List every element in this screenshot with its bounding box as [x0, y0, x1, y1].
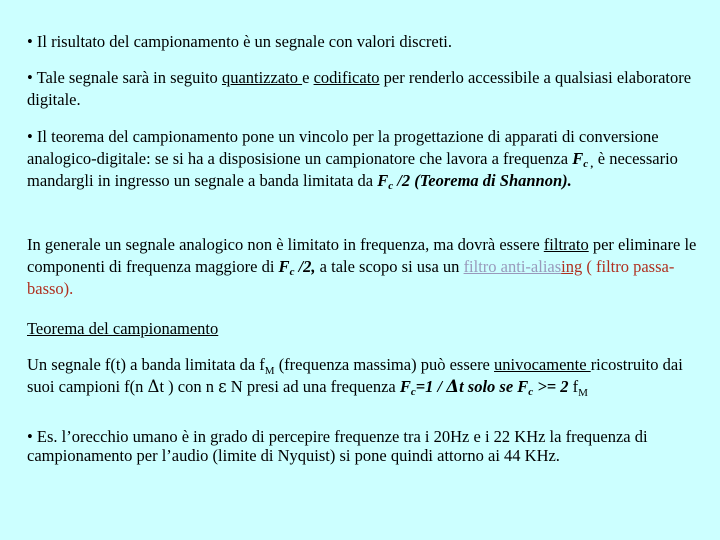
- text-run: e: [302, 68, 314, 87]
- low-pass-filter-note: ( filtro passa-basso).: [27, 257, 675, 298]
- text-run: per renderlo accessibile a qualsiasi elaboratore digitale.: [27, 68, 692, 109]
- text-run: • Il teorema del campionamento pone un vincolo per la progettazione di apparati di conversione analogico-digitale: se si ha a disposisione un campionatore che lavora a frequenza: [27, 127, 659, 168]
- paragraph-sampling-theorem-constraint: [27, 126, 697, 192]
- delta-symbol: Δ: [446, 377, 460, 396]
- text-run: (frequenza massima) può essere: [274, 355, 495, 374]
- quantizzato-term: quantizzato: [221, 68, 303, 87]
- paragraph-quantization: [27, 67, 697, 111]
- fm-subscript: M: [264, 365, 275, 377]
- codificato-term: codificato: [313, 68, 380, 87]
- univocamente-term: univocamente: [494, 355, 591, 374]
- half-label: /2,: [294, 257, 316, 276]
- shannon-expression: [377, 171, 572, 190]
- fc-letter: F: [517, 377, 529, 396]
- fc-symbol: [572, 149, 593, 168]
- fm-letter: f: [572, 377, 579, 396]
- sampling-result-text: • Il risultato del campionamento è un segnale con valori discreti.: [27, 32, 453, 51]
- fc-subscript: c: [289, 266, 295, 278]
- filtrato-term: filtrato: [543, 235, 589, 254]
- fc-subscript: c: [388, 180, 394, 192]
- epsilon-symbol: ε: [218, 377, 227, 396]
- paragraph-theorem-statement: [27, 354, 697, 398]
- text-run: • Tale segnale sarà in seguito: [27, 68, 222, 87]
- text-run: t ) con n: [159, 377, 219, 396]
- audio-example-text: • Es. l’orecchio umano è in grado di percepire frequenze tra i 20Hz e i 22 KHz la frequenza di campionamento per l’audio (limite di Nyquist) si pone quindi attorno ai 44 KHz.: [27, 427, 648, 465]
- text-run: per eliminare le componenti di frequenza maggiore di: [27, 235, 697, 276]
- delta-symbol: Δ: [147, 377, 160, 396]
- fc-subscript: c: [528, 386, 534, 398]
- formula-part: =1 /: [415, 377, 447, 396]
- text-run: In generale un segnale analogico non è limitato in frequenza, ma dovrà essere: [27, 235, 544, 254]
- text-run: ricostruito dai suoi campioni f(n: [27, 355, 683, 396]
- fm-subscript: M: [578, 387, 588, 399]
- theorem-heading: Teorema del campionamento: [27, 319, 219, 338]
- anti-aliasing-suffix: ing: [561, 257, 583, 276]
- text-run: Un segnale f(t) a banda limitata da f: [27, 355, 265, 374]
- paragraph-anti-aliasing: [27, 234, 697, 300]
- shannon-label: /2 (Teorema di Shannon).: [393, 171, 572, 190]
- fc-subscript: c ,: [583, 158, 594, 170]
- formula-part: t solo se: [459, 377, 518, 396]
- fc-letter: F: [278, 257, 290, 276]
- text-run: N presi ad una frequenza: [226, 377, 400, 396]
- paragraph-theorem-heading: [27, 318, 697, 340]
- anti-aliasing-filter-link[interactable]: filtro anti-alias: [463, 257, 562, 276]
- fc-letter: F: [572, 149, 584, 168]
- formula-part: >= 2: [533, 377, 573, 396]
- fc-letter: F: [399, 377, 411, 396]
- text-run: a tale scopo si usa un: [315, 257, 464, 276]
- fc-half-expression: [279, 257, 316, 276]
- paragraph-sampling-result: [27, 31, 697, 53]
- text-run: è necessario mandargli in ingresso un segnale a banda limitata da: [27, 149, 678, 190]
- sampling-frequency-formula: [400, 377, 573, 396]
- fc-subscript: c: [410, 386, 416, 398]
- fc-letter: F: [377, 171, 389, 190]
- paragraph-audio-example: [27, 427, 697, 465]
